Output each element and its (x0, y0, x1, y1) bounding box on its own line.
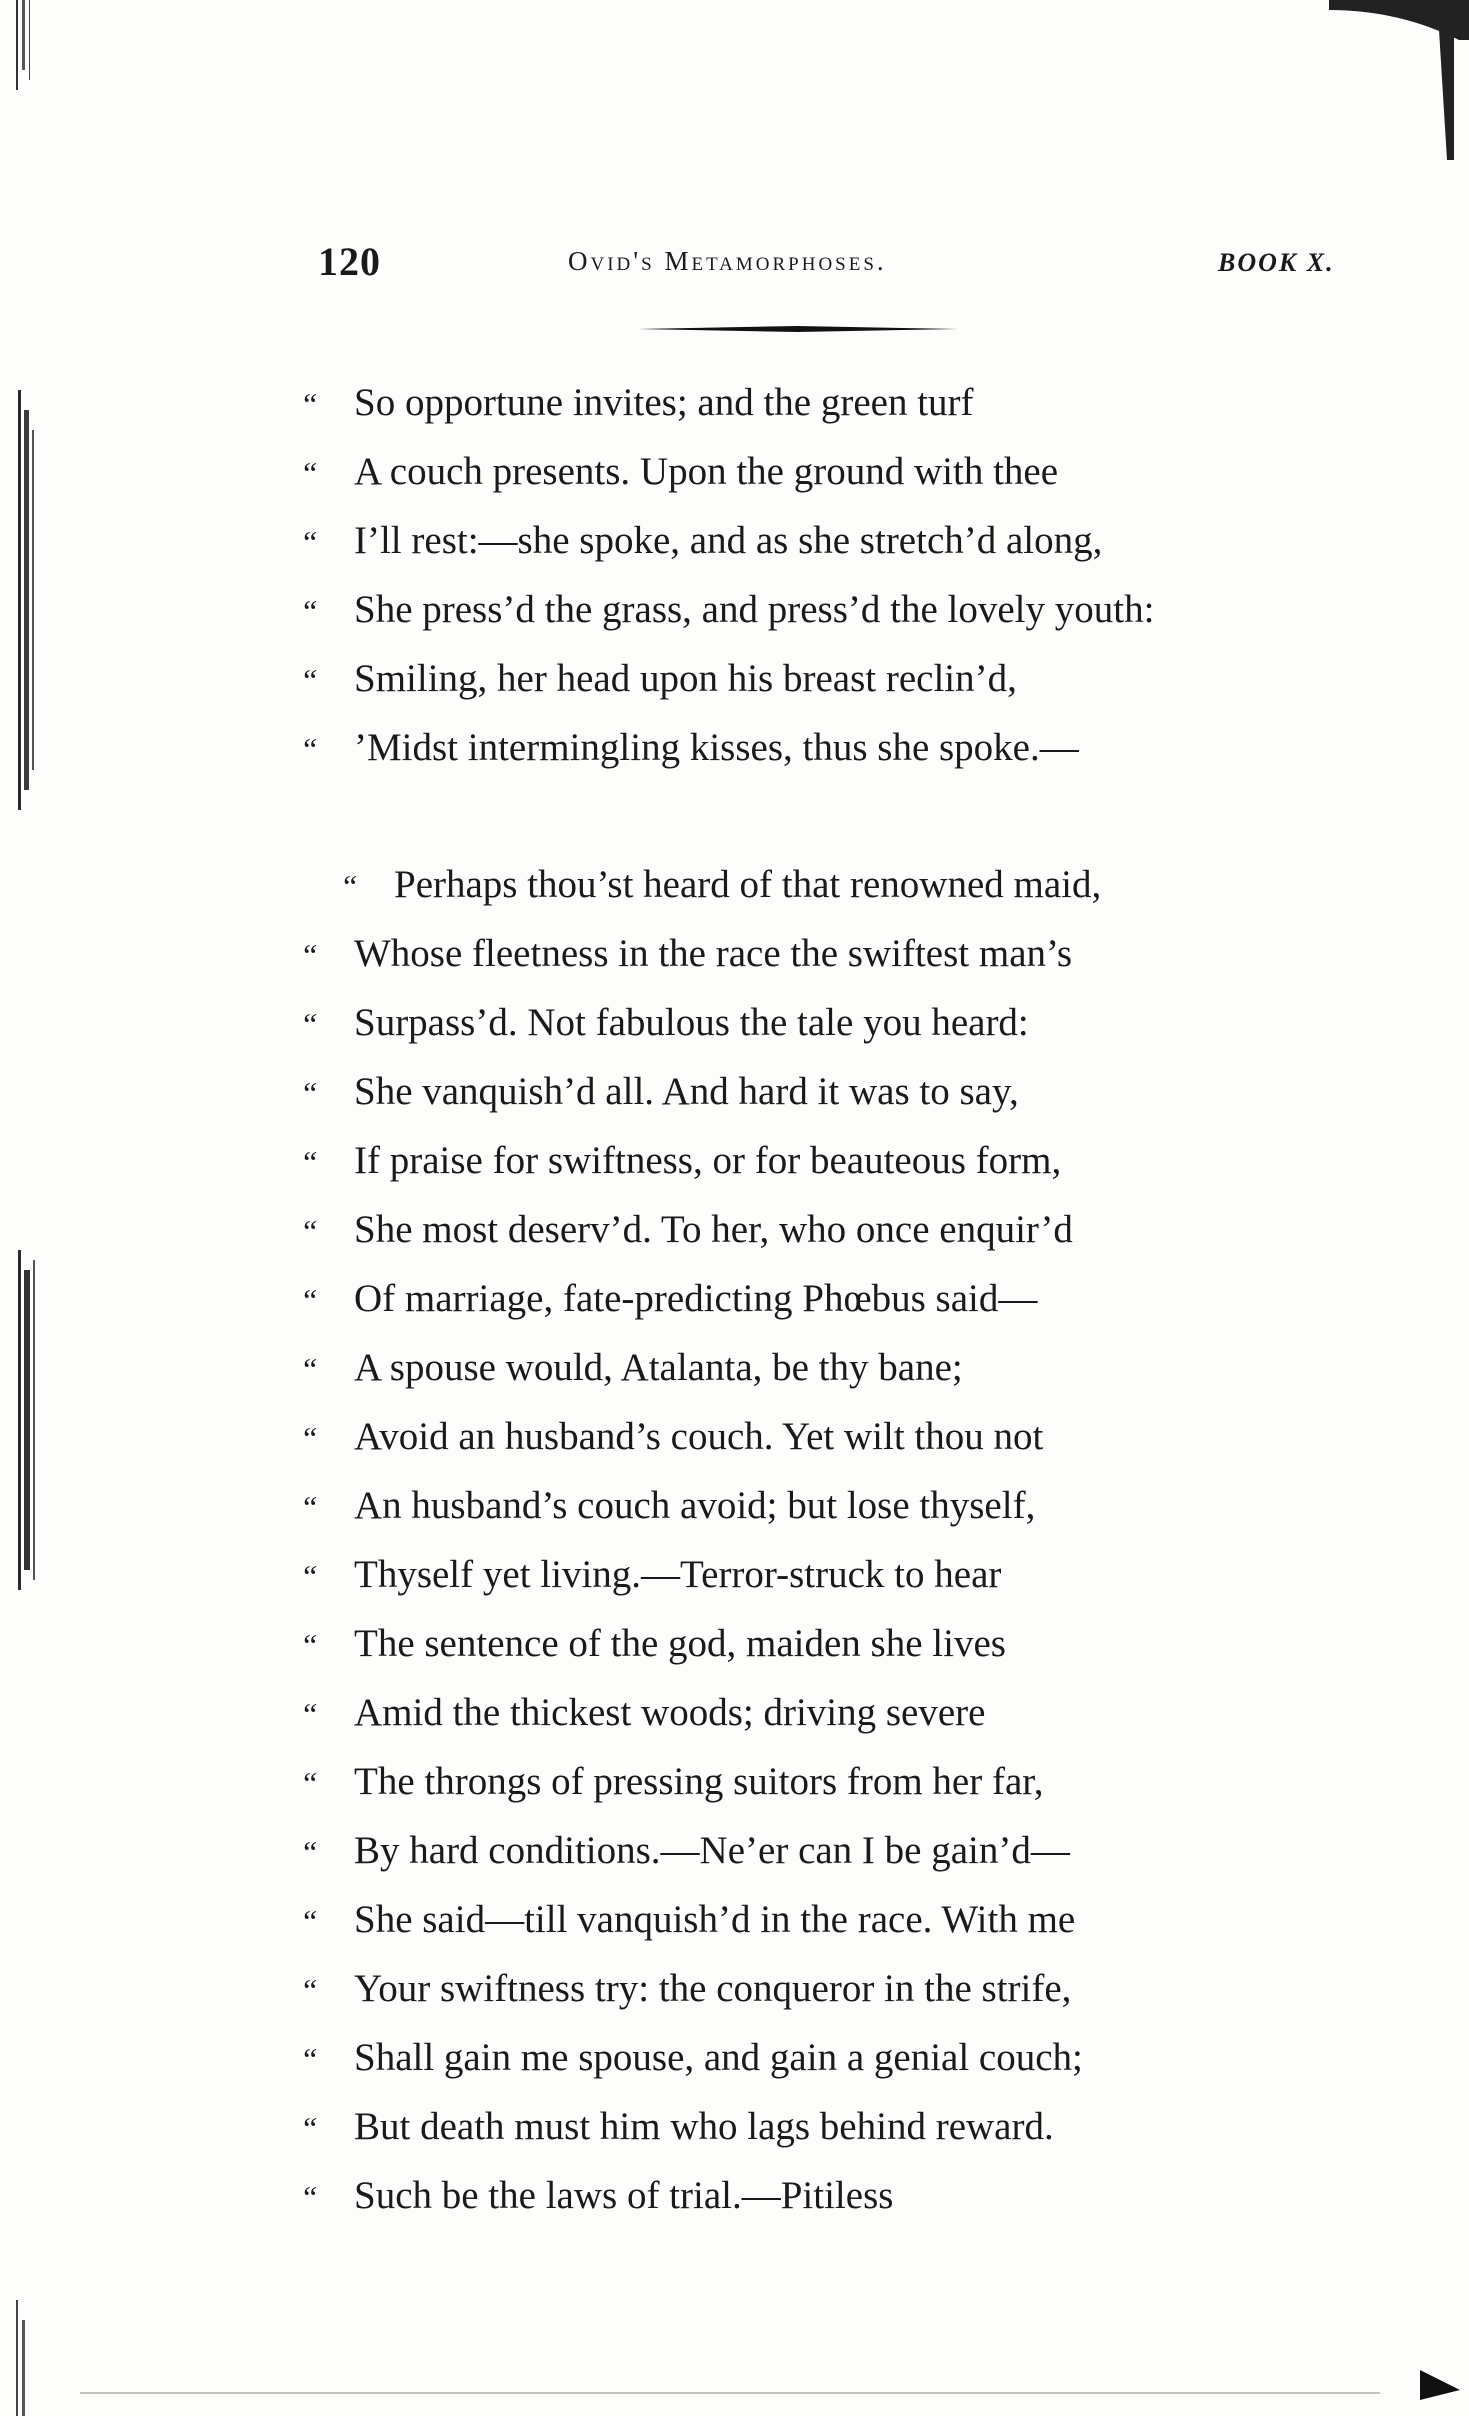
verse-line (300, 2092, 1300, 2161)
verse-text: She said—till vanquish’d in the race. With me (354, 1898, 1076, 1941)
verse-line (300, 850, 1300, 919)
scan-edge-mark (12, 2300, 40, 2416)
quote-mark: “ (300, 1006, 318, 1042)
quote-mark: “ (300, 1351, 318, 1387)
quote-mark: “ (300, 937, 318, 973)
quote-mark: “ (300, 1144, 318, 1180)
verse-text: Amid the thickest woods; driving severe (354, 1691, 986, 1734)
verse-line (300, 1885, 1300, 1954)
verse-line (300, 713, 1300, 782)
verse-text: A spouse would, Atalanta, be thy bane; (354, 1346, 963, 1389)
quote-mark: “ (300, 1282, 318, 1318)
verse-text: Such be the laws of trial.—Pitiless (354, 2174, 894, 2217)
quote-mark: “ (300, 1627, 318, 1663)
quote-mark: “ (300, 593, 318, 629)
quote-mark: “ (300, 1834, 318, 1870)
verse-line (300, 1333, 1300, 1402)
verse-stanza (300, 850, 1300, 2230)
verse-text: Shall gain me spouse, and gain a genial couch; (354, 2036, 1083, 2079)
scan-edge-mark (12, 1250, 40, 1590)
verse-line (300, 575, 1300, 644)
verse-line (300, 1402, 1300, 1471)
verse-text: An husband’s couch avoid; but lose thyself, (354, 1484, 1036, 1527)
verse-line (300, 1471, 1300, 1540)
quote-mark: “ (300, 1489, 318, 1525)
verse-text: So opportune invites; and the green turf (354, 381, 974, 424)
quote-mark: “ (300, 1903, 318, 1939)
verse-line (300, 644, 1300, 713)
running-title: Ovid's Metamorphoses. (568, 246, 887, 276)
scan-bottom-edge (80, 2390, 1380, 2396)
quote-mark: “ (300, 1765, 318, 1801)
ornamental-rule (638, 326, 958, 332)
verse-line (300, 988, 1300, 1057)
verse-text: Your swiftness try: the conqueror in the strife, (354, 1967, 1072, 2010)
verse-line (300, 1954, 1300, 2023)
verse-line (300, 1678, 1300, 1747)
quote-mark: “ (300, 2110, 318, 2146)
verse-line (300, 919, 1300, 988)
verse-stanza (300, 368, 1300, 782)
book-label: BOOK X. (1218, 248, 1335, 277)
verse-line (300, 506, 1300, 575)
verse-text: Perhaps thou’st heard of that renowned maid, (394, 863, 1102, 906)
verse-line (300, 1057, 1300, 1126)
verse-text: Smiling, her head upon his breast reclin’d, (354, 657, 1017, 700)
quote-mark: “ (300, 1558, 318, 1594)
running-header (318, 238, 1358, 288)
verse-line (300, 1540, 1300, 1609)
quote-mark: “ (300, 2179, 318, 2215)
verse-text: Whose fleetness in the race the swiftest man’s (354, 932, 1073, 975)
verse-line (300, 1816, 1300, 1885)
scan-edge-mark (12, 0, 40, 90)
verse-text: The throngs of pressing suitors from her far, (354, 1760, 1044, 1803)
scan-edge-mark (12, 390, 40, 810)
verse-text: Of marriage, fate-predicting Phœbus said— (354, 1277, 1038, 1320)
verse-line (300, 2023, 1300, 2092)
quote-mark: “ (300, 524, 318, 560)
verse-text: Avoid an husband’s couch. Yet wilt thou not (354, 1415, 1044, 1458)
verse-text: The sentence of the god, maiden she lives (354, 1622, 1006, 1665)
verse-line (300, 368, 1300, 437)
page-corner-shadow (1319, 0, 1469, 160)
quote-mark: “ (300, 1972, 318, 2008)
quote-mark: “ (340, 868, 358, 904)
verse-line (300, 1747, 1300, 1816)
quote-mark: “ (300, 2041, 318, 2077)
corner-arrow-mark (1420, 2360, 1460, 2400)
verse-text: Thyself yet living.—Terror-struck to hear (354, 1553, 1002, 1596)
verse-line (300, 437, 1300, 506)
verse-text: If praise for swiftness, or for beauteous form, (354, 1139, 1062, 1182)
verse-text: She most deserv’d. To her, who once enquir’d (354, 1208, 1073, 1251)
verse-text: By hard conditions.—Ne’er can I be gain’d— (354, 1829, 1070, 1872)
verse-line (300, 2161, 1300, 2230)
verse-line (300, 1195, 1300, 1264)
quote-mark: “ (300, 1420, 318, 1456)
verse-text: ’Midst intermingling kisses, thus she spoke.— (354, 726, 1079, 769)
quote-mark: “ (300, 1075, 318, 1111)
quote-mark: “ (300, 731, 318, 767)
page-number: 120 (318, 239, 381, 284)
quote-mark: “ (300, 1213, 318, 1249)
verse-line (300, 1609, 1300, 1678)
verse-line (300, 1264, 1300, 1333)
quote-mark: “ (300, 455, 318, 491)
quote-mark: “ (300, 386, 318, 422)
quote-mark: “ (300, 662, 318, 698)
verse-text: But death must him who lags behind reward. (354, 2105, 1054, 2148)
verse-text: She press’d the grass, and press’d the lovely youth: (354, 588, 1155, 631)
verse-text: I’ll rest:—she spoke, and as she stretch’d along, (354, 519, 1103, 562)
verse-text: Surpass’d. Not fabulous the tale you heard: (354, 1001, 1029, 1044)
verse-text: A couch presents. Upon the ground with thee (354, 450, 1059, 493)
quote-mark: “ (300, 1696, 318, 1732)
verse-text: She vanquish’d all. And hard it was to say, (354, 1070, 1019, 1113)
verse-line (300, 1126, 1300, 1195)
